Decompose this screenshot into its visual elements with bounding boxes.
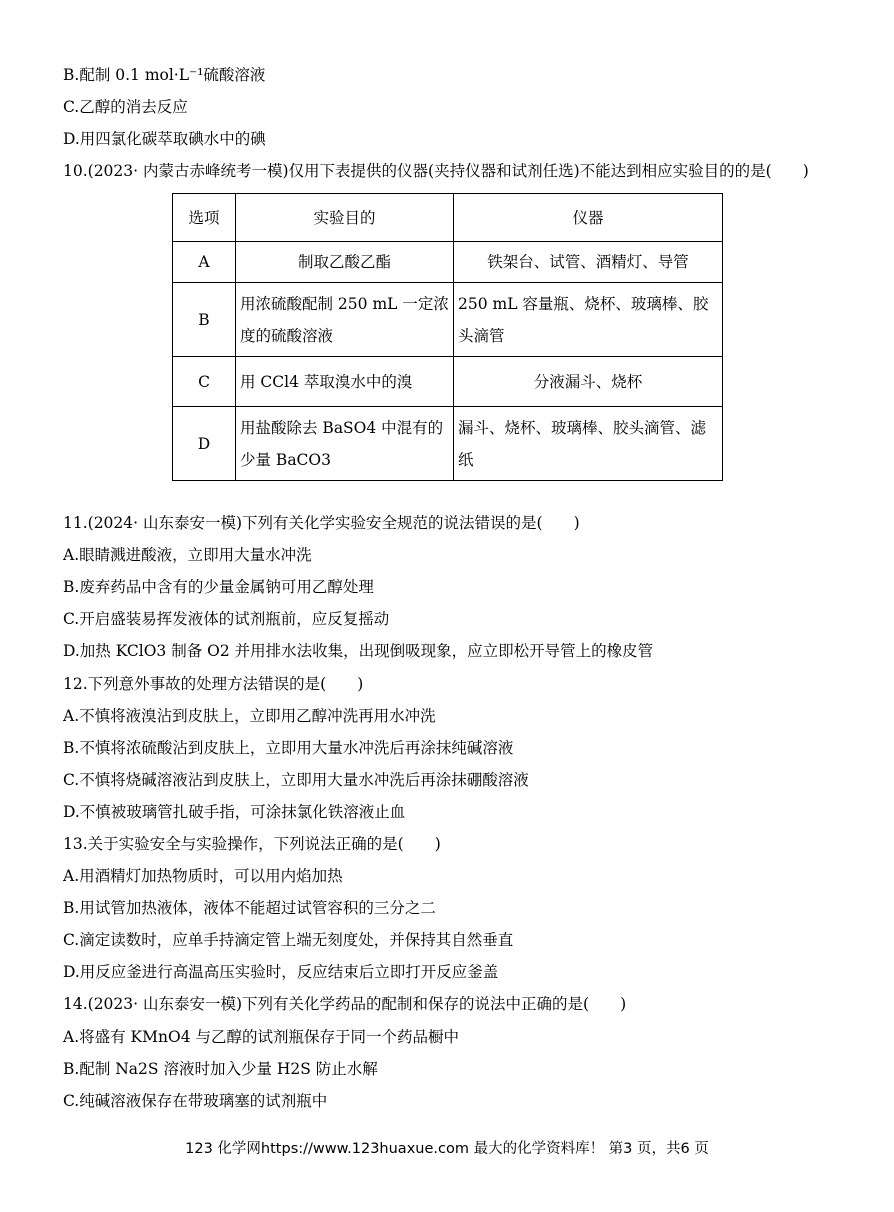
q11-option-a: A.眼睛溅进酸液，立即用大量水冲洗 xyxy=(63,546,312,564)
q12-option-c: C.不慎将烧碱溶液沾到皮肤上，立即用大量水冲洗后再涂抹硼酸溶液 xyxy=(63,771,529,789)
q13-option-b: B.用试管加热液体，液体不能超过试管容积的三分之二 xyxy=(63,899,436,917)
row-d-instruments: 漏斗、烧杯、玻璃棒、胶头滴管、滤纸 xyxy=(454,407,723,481)
q14-option-a: A.将盛有 KMnO4 与乙醇的试剂瓶保存于同一个药品橱中 xyxy=(63,1028,459,1046)
q13-option-d: D.用反应釜进行高温高压实验时，反应结束后立即打开反应釜盖 xyxy=(63,963,499,981)
q11-option-c: C.开启盛装易挥发液体的试剂瓶前，应反复摇动 xyxy=(63,610,390,628)
table-header-row xyxy=(173,194,723,242)
q14-option-c: C.纯碱溶液保存在带玻璃塞的试剂瓶中 xyxy=(63,1092,328,1110)
row-a-purpose: 制取乙酸乙酯 xyxy=(236,242,454,283)
q14-option-b: B.配制 Na2S 溶液时加入少量 H2S 防止水解 xyxy=(63,1060,378,1078)
q10-stem: 10.(2023· 内蒙古赤峰统考一模)仅用下表提供的仪器(夹持仪器和试剂任选)不能达到相应实验目的的是( ) xyxy=(63,162,809,180)
table-row xyxy=(173,242,723,283)
header-purpose: 实验目的 xyxy=(236,194,454,242)
row-b-instruments: 250 mL 容量瓶、烧杯、玻璃棒、胶头滴管 xyxy=(454,283,723,357)
row-b-option: B xyxy=(173,283,236,357)
table-row xyxy=(173,357,723,407)
q13-option-c: C.滴定读数时，应单手持滴定管上端无刻度处，并保持其自然垂直 xyxy=(63,931,514,949)
row-c-instruments: 分液漏斗、烧杯 xyxy=(454,357,723,407)
row-a-option: A xyxy=(173,242,236,283)
q12-stem: 12.下列意外事故的处理方法错误的是( ) xyxy=(63,675,364,693)
q11-stem: 11.(2024· 山东泰安一模)下列有关化学实验安全规范的说法错误的是( ) xyxy=(63,514,580,532)
q12-option-b: B.不慎将浓硫酸沾到皮肤上，立即用大量水冲洗后再涂抹纯碱溶液 xyxy=(63,739,514,757)
q13-option-a: A.用酒精灯加热物质时，可以用内焰加热 xyxy=(63,867,343,885)
row-a-instruments: 铁架台、试管、酒精灯、导管 xyxy=(454,242,723,283)
table-row xyxy=(173,407,723,481)
q12-option-a: A.不慎将液溴沾到皮肤上，立即用乙醇冲洗再用水冲洗 xyxy=(63,707,436,725)
q11-option-d: D.加热 KClO3 制备 O2 并用排水法收集，出现倒吸现象，应立即松开导管上的橡皮管 xyxy=(63,642,654,660)
q9-option-c: C.乙醇的消去反应 xyxy=(63,98,188,116)
row-d-option: D xyxy=(173,407,236,481)
q9-option-b: B.配制 0.1 mol·L⁻¹硫酸溶液 xyxy=(63,66,266,84)
header-instruments: 仪器 xyxy=(454,194,723,242)
q11-option-b: B.废弃药品中含有的少量金属钠可用乙醇处理 xyxy=(63,578,374,596)
table-row xyxy=(173,283,723,357)
q10-table xyxy=(172,193,723,481)
row-c-purpose: 用 CCl4 萃取溴水中的溴 xyxy=(236,357,454,407)
q9-option-d: D.用四氯化碳萃取碘水中的碘 xyxy=(63,130,266,148)
q13-stem: 13.关于实验安全与实验操作，下列说法正确的是( ) xyxy=(63,835,441,853)
row-c-option: C xyxy=(173,357,236,407)
row-d-purpose: 用盐酸除去 BaSO4 中混有的少量 BaCO3 xyxy=(236,407,454,481)
q12-option-d: D.不慎被玻璃管扎破手指，可涂抹氯化铁溶液止血 xyxy=(63,803,406,821)
page-footer: 123 化学网https://www.123huaxue.com 最大的化学资料库！ 第3 页，共6 页 xyxy=(185,1141,709,1157)
q14-stem: 14.(2023· 山东泰安一模)下列有关化学药品的配制和保存的说法中正确的是( ) xyxy=(63,995,627,1013)
row-b-purpose: 用浓硫酸配制 250 mL 一定浓度的硫酸溶液 xyxy=(236,283,454,357)
header-option: 选项 xyxy=(173,194,236,242)
